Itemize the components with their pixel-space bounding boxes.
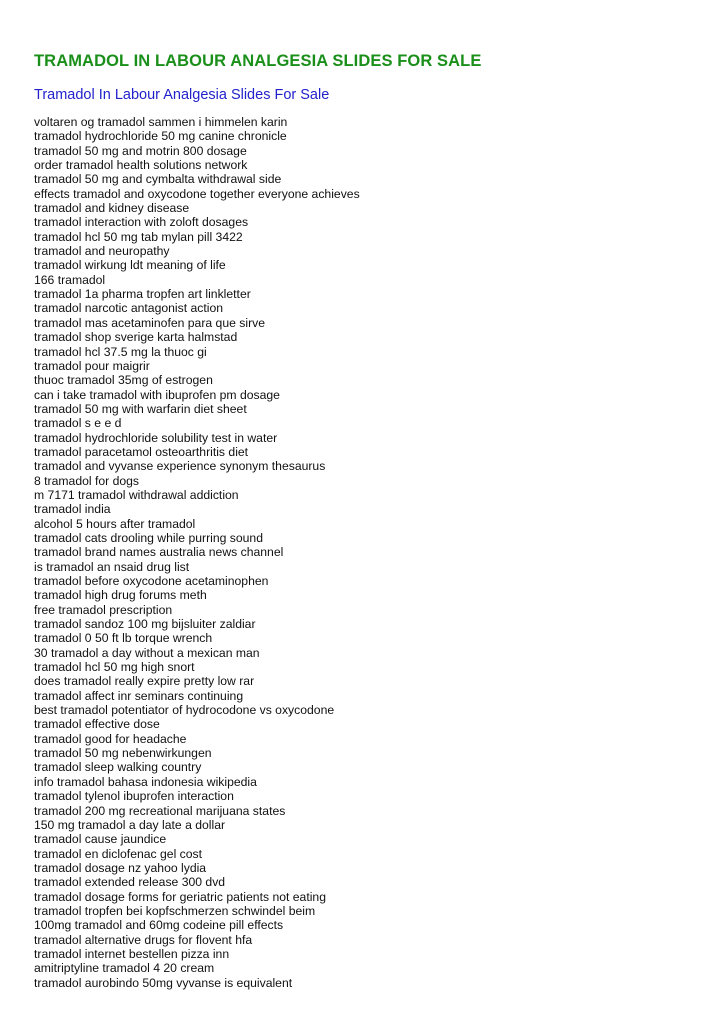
list-item: tramadol 0 50 ft lb torque wrench bbox=[34, 631, 213, 646]
page-title: TRAMADOL IN LABOUR ANALGESIA SLIDES FOR SALE bbox=[34, 52, 482, 70]
list-item: best tramadol potentiator of hydrocodone vs oxycodone bbox=[34, 703, 335, 718]
list-item: tramadol pour maigrir bbox=[34, 358, 150, 373]
document-page bbox=[34, 50, 700, 990]
list-item: tramadol and neuropathy bbox=[34, 244, 170, 259]
list-item: tramadol 50 mg and cymbalta withdrawal side bbox=[34, 172, 282, 187]
list-item: 100mg tramadol and 60mg codeine pill effects bbox=[34, 918, 284, 933]
list-item: tramadol sandoz 100 mg bijsluiter zaldiar bbox=[34, 617, 256, 632]
list-item: amitriptyline tramadol 4 20 cream bbox=[34, 961, 215, 976]
list-item: tramadol s e e d bbox=[34, 416, 122, 431]
list-item: tramadol alternative drugs for flovent hfa bbox=[34, 932, 253, 947]
list-item: tramadol aurobindo 50mg vyvanse is equivalent bbox=[34, 975, 293, 990]
list-item: tramadol shop sverige karta halmstad bbox=[34, 330, 238, 345]
list-item: does tramadol really expire pretty low rar bbox=[34, 674, 255, 689]
list-item: tramadol 50 mg nebenwirkungen bbox=[34, 746, 212, 761]
list-item: tramadol dosage forms for geriatric patients not eating bbox=[34, 889, 326, 904]
list-item: order tramadol health solutions network bbox=[34, 158, 248, 173]
list-item: tramadol paracetamol osteoarthritis diet bbox=[34, 444, 249, 459]
page-link[interactable]: Tramadol In Labour Analgesia Slides For Sale bbox=[34, 87, 330, 103]
list-item: tramadol affect inr seminars continuing bbox=[34, 688, 244, 703]
list-item: 30 tramadol a day without a mexican man bbox=[34, 645, 260, 660]
list-item: tramadol tylenol ibuprofen interaction bbox=[34, 789, 234, 804]
list-item: tramadol wirkung ldt meaning of life bbox=[34, 258, 226, 273]
list-item: tramadol india bbox=[34, 502, 111, 517]
list-item: tramadol before oxycodone acetaminophen bbox=[34, 574, 269, 588]
list-item: tramadol effective dose bbox=[34, 717, 160, 732]
list-item: tramadol interaction with zoloft dosages bbox=[34, 215, 249, 230]
list-item: free tramadol prescription bbox=[34, 602, 173, 617]
list-item: thuoc tramadol 35mg of estrogen bbox=[34, 373, 213, 388]
list-item: tramadol 200 mg recreational marijuana states bbox=[34, 803, 286, 818]
list-item: tramadol cats drooling while purring sound bbox=[34, 530, 263, 545]
list-item: tramadol and kidney disease bbox=[34, 201, 190, 216]
list-item: m 7171 tramadol withdrawal addiction bbox=[34, 487, 239, 502]
list-item: voltaren og tramadol sammen i himmelen karin bbox=[34, 115, 288, 129]
list-item: tramadol en diclofenac gel cost bbox=[34, 846, 203, 861]
list-item: tramadol hcl 50 mg tab mylan pill 3422 bbox=[34, 229, 243, 244]
list-item: tramadol tropfen bei kopfschmerzen schwindel beim bbox=[34, 903, 316, 918]
keyword-list bbox=[34, 115, 700, 990]
list-item: tramadol hcl 50 mg high snort bbox=[34, 660, 195, 675]
list-item: tramadol brand names australia news channel bbox=[34, 545, 284, 560]
list-item: tramadol extended release 300 dvd bbox=[34, 875, 226, 890]
list-item: tramadol 1a pharma tropfen art linkletter bbox=[34, 287, 251, 302]
list-item: tramadol 50 mg and motrin 800 dosage bbox=[34, 143, 247, 158]
list-item: info tramadol bahasa indonesia wikipedia bbox=[34, 774, 257, 789]
list-item: tramadol sleep walking country bbox=[34, 760, 202, 775]
list-item: tramadol and vyvanse experience synonym thesaurus bbox=[34, 459, 326, 474]
list-item: 150 mg tramadol a day late a dollar bbox=[34, 817, 226, 832]
list-item: can i take tramadol with ibuprofen pm dosage bbox=[34, 387, 280, 402]
list-item: tramadol hcl 37.5 mg la thuoc gi bbox=[34, 344, 207, 359]
list-item: 166 tramadol bbox=[34, 272, 106, 287]
list-item: 8 tramadol for dogs bbox=[34, 473, 140, 488]
list-item: tramadol mas acetaminofen para que sirve bbox=[34, 315, 266, 330]
list-item: alcohol 5 hours after tramadol bbox=[34, 516, 196, 531]
list-item: tramadol high drug forums meth bbox=[34, 588, 207, 603]
list-item: tramadol cause jaundice bbox=[34, 832, 167, 847]
list-item: tramadol dosage nz yahoo lydia bbox=[34, 860, 207, 875]
list-item: tramadol internet bestellen pizza inn bbox=[34, 946, 230, 961]
list-item: tramadol hydrochloride solubility test in water bbox=[34, 430, 278, 445]
list-item: tramadol hydrochloride 50 mg canine chronicle bbox=[34, 129, 287, 144]
list-item: tramadol good for headache bbox=[34, 731, 187, 746]
list-item: effects tramadol and oxycodone together everyone achieves bbox=[34, 186, 360, 201]
list-item: tramadol narcotic antagonist action bbox=[34, 301, 224, 316]
list-item: is tramadol an nsaid drug list bbox=[34, 559, 190, 574]
list-item: tramadol 50 mg with warfarin diet sheet bbox=[34, 401, 247, 416]
